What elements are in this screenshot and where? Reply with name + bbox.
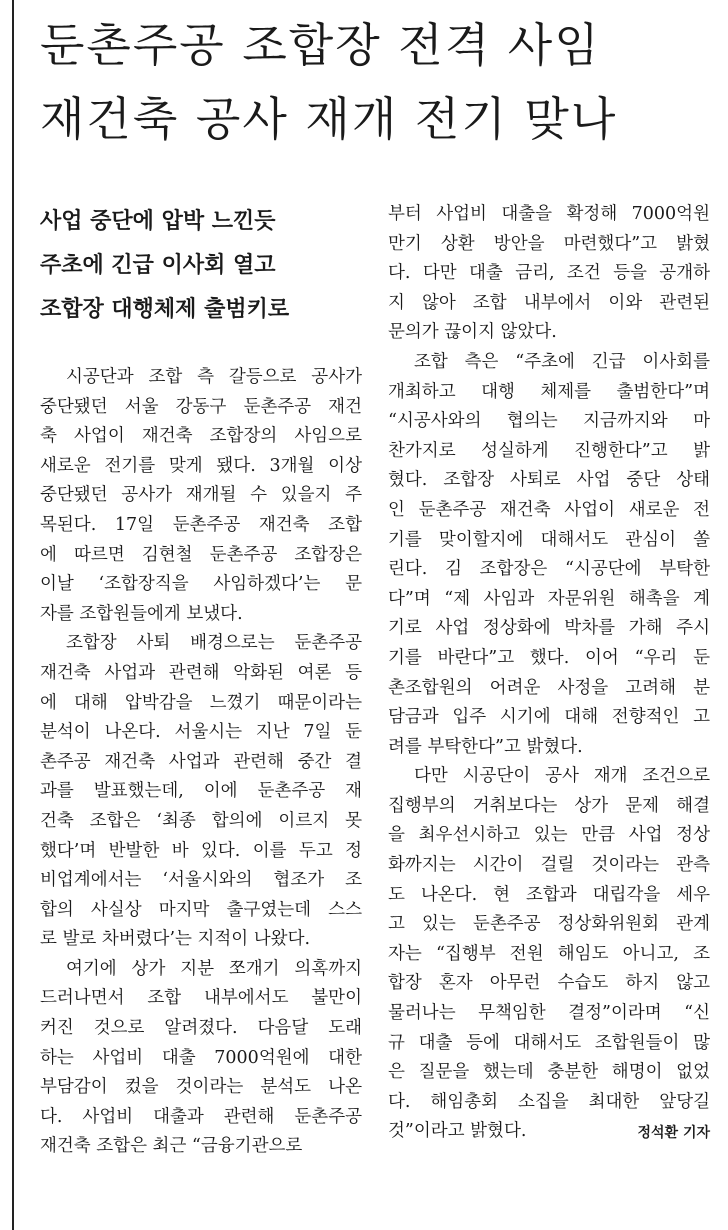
text-line: 중단됐던 공사가 재개될 수 있을지 주: [40, 485, 362, 506]
text-line: 기를 바란다”고 했다. 이어 “우리 둔: [388, 647, 710, 668]
text-line: 했다’며 반발한 바 있다. 이를 두고 정: [40, 840, 362, 861]
text-line: 다. 다만 대출 금리, 조건 등을 공개하: [388, 263, 710, 284]
subheadline-line-3: 조합장 대행체제 출범키로: [40, 297, 290, 322]
subheadline: [40, 200, 370, 332]
text-line: 로 발로 차버렸다’는 지적이 나왔다.: [40, 929, 311, 950]
text-line: 새로운 전기를 맞게 됐다. 3개월 이상: [40, 455, 362, 476]
text-line: 기로 사업 정상화에 박차를 가해 주시: [388, 618, 710, 639]
paragraph: [40, 629, 362, 955]
text-line: 하는 사업비 대출 7000억원에 대한: [40, 1047, 362, 1068]
text-line: 집행부의 거취보다는 상가 문제 해결: [388, 795, 710, 816]
text-line: 인 둔촌주공 재건축 사업이 새로운 전: [388, 499, 710, 520]
text-line: 재건축 사업과 관련해 악화된 여론 등: [40, 662, 362, 683]
text-line: 과를 발표했는데, 이에 둔촌주공 재: [40, 781, 362, 802]
text-line: 촌조합원의 어려운 사정을 고려해 분: [388, 677, 710, 698]
text-line: 조합 측은 “주초에 긴급 이사회를: [414, 351, 710, 372]
text-line: 기를 맞이할지에 대해서도 관심이 쏠: [388, 529, 710, 550]
paragraph: [388, 762, 710, 1147]
text-line: 문의가 끊이지 않았다.: [388, 322, 557, 343]
text-line: 고 있는 둔촌주공 정상화위원회 관계: [388, 914, 710, 935]
text-line: 목된다. 17일 둔촌주공 재건축 조합: [40, 514, 362, 535]
text-line: 분석이 나온다. 서울시는 지난 7일 둔: [40, 722, 362, 743]
text-line: 합장 혼자 아무런 수습도 하지 않고: [388, 973, 710, 994]
paragraph: [40, 363, 362, 629]
text-line: 다만 시공단이 공사 재개 조건으로: [414, 766, 710, 787]
text-line: 재건축 조합은 최근 “금융기관으로: [40, 1136, 303, 1157]
text-line: 축 사업이 재건축 조합장의 사임으로: [40, 426, 362, 447]
text-line: 부담감이 컸을 것이라는 분석도 나온: [40, 1077, 362, 1098]
text-line: 것”이라고 밝혔다. 정석환 기자: [388, 1117, 710, 1147]
text-line: 담금과 입주 시기에 대해 전향적인 고: [388, 707, 710, 728]
text-line: 부터 사업비 대출을 확정해 7000억원: [388, 204, 710, 224]
text-line: 에 대해 압박감을 느꼈기 때문이라는: [40, 692, 362, 713]
text-line: 자는 “집행부 전원 해임도 아니고, 조: [388, 943, 710, 964]
text-line: “시공사와의 협의는 지금까지와 마: [388, 411, 710, 432]
article-column-left: [40, 363, 362, 1162]
paragraph: [388, 200, 710, 348]
article-column-right: [388, 200, 710, 1149]
text-line: 자를 조합원들에게 보냈다.: [40, 603, 243, 624]
text-line: 찬가지로 성실하게 진행한다”고 밝: [388, 440, 710, 461]
text-line: 여기에 상가 지분 쪼개기 의혹까지: [66, 958, 362, 979]
text-line: 다. 사업비 대출과 관련해 둔촌주공: [40, 1106, 362, 1127]
text-line: 을 최우선시하고 있는 만큼 사업 정상: [388, 825, 710, 846]
text-line: 조합장 사퇴 배경으로는 둔촌주공: [66, 633, 362, 654]
subheadline-line-2: 주초에 긴급 이사회 열고: [40, 253, 276, 278]
text-line: 합의 사실상 마지막 출구였는데 스스: [40, 899, 362, 920]
left-margin-rule: [12, 0, 14, 1230]
text-line: 지 않아 조합 내부에서 이와 관련된: [388, 292, 710, 313]
paragraph: [40, 955, 362, 1162]
text-line: 물러나는 무책임한 결정”이라며 “신: [388, 1003, 710, 1024]
headline-line-2: 재건축 공사 재개 전기 맞나: [40, 92, 618, 146]
text-line: 중단됐던 서울 강동구 둔촌주공 재건: [40, 396, 362, 417]
text-line: 려를 부탁한다”고 밝혔다.: [388, 736, 583, 757]
text-line: 촌주공 재건축 사업과 관련해 중간 결: [40, 751, 362, 772]
text-line: 규 대출 등에 대해서도 조합원들이 많: [388, 1032, 710, 1053]
text-line: 다”며 “제 사임과 자문위원 해촉을 계: [388, 588, 710, 609]
text-line: 건축 조합은 ‘최종 합의에 이르지 못: [40, 810, 362, 831]
text-line: 커진 것으로 알려졌다. 다음달 도래: [40, 1018, 362, 1039]
text-line: 시공단과 조합 측 갈등으로 공사가: [66, 367, 362, 387]
text-line: 은 질문을 했는데 충분한 해명이 없었: [388, 1062, 710, 1083]
text-line: 혔다. 조합장 사퇴로 사업 중단 상태: [388, 470, 710, 491]
text-line: 비업계에서는 ‘서울시와의 협조가 조: [40, 870, 362, 891]
text-line: 도 나온다. 현 조합과 대립각을 세우: [388, 884, 710, 905]
text-line: 드러나면서 조합 내부에서도 불만이: [40, 988, 362, 1009]
text-line: 개최하고 대행 체제를 출범한다”며: [388, 381, 710, 402]
text-line: 만기 상환 방안을 마련했다”고 밝혔: [388, 233, 710, 254]
subheadline-line-1: 사업 중단에 압박 느낀듯: [40, 209, 276, 234]
headline: [40, 8, 720, 156]
text-line: 다. 해임총회 소집을 최대한 앞당길: [388, 1091, 710, 1112]
text-line: 화까지는 시간이 걸릴 것이라는 관측: [388, 855, 710, 876]
paragraph: [388, 348, 710, 762]
text-line: 이날 ‘조합장직을 사임하겠다’는 문: [40, 574, 362, 595]
text-line: 에 따르면 김현철 둔촌주공 조합장은: [40, 544, 362, 565]
byline: 정석환 기자: [637, 1125, 710, 1142]
text-line: 린다. 김 조합장은 “시공단에 부탁한: [388, 559, 710, 580]
headline-line-1: 둔촌주공 조합장 전격 사임: [40, 18, 601, 72]
